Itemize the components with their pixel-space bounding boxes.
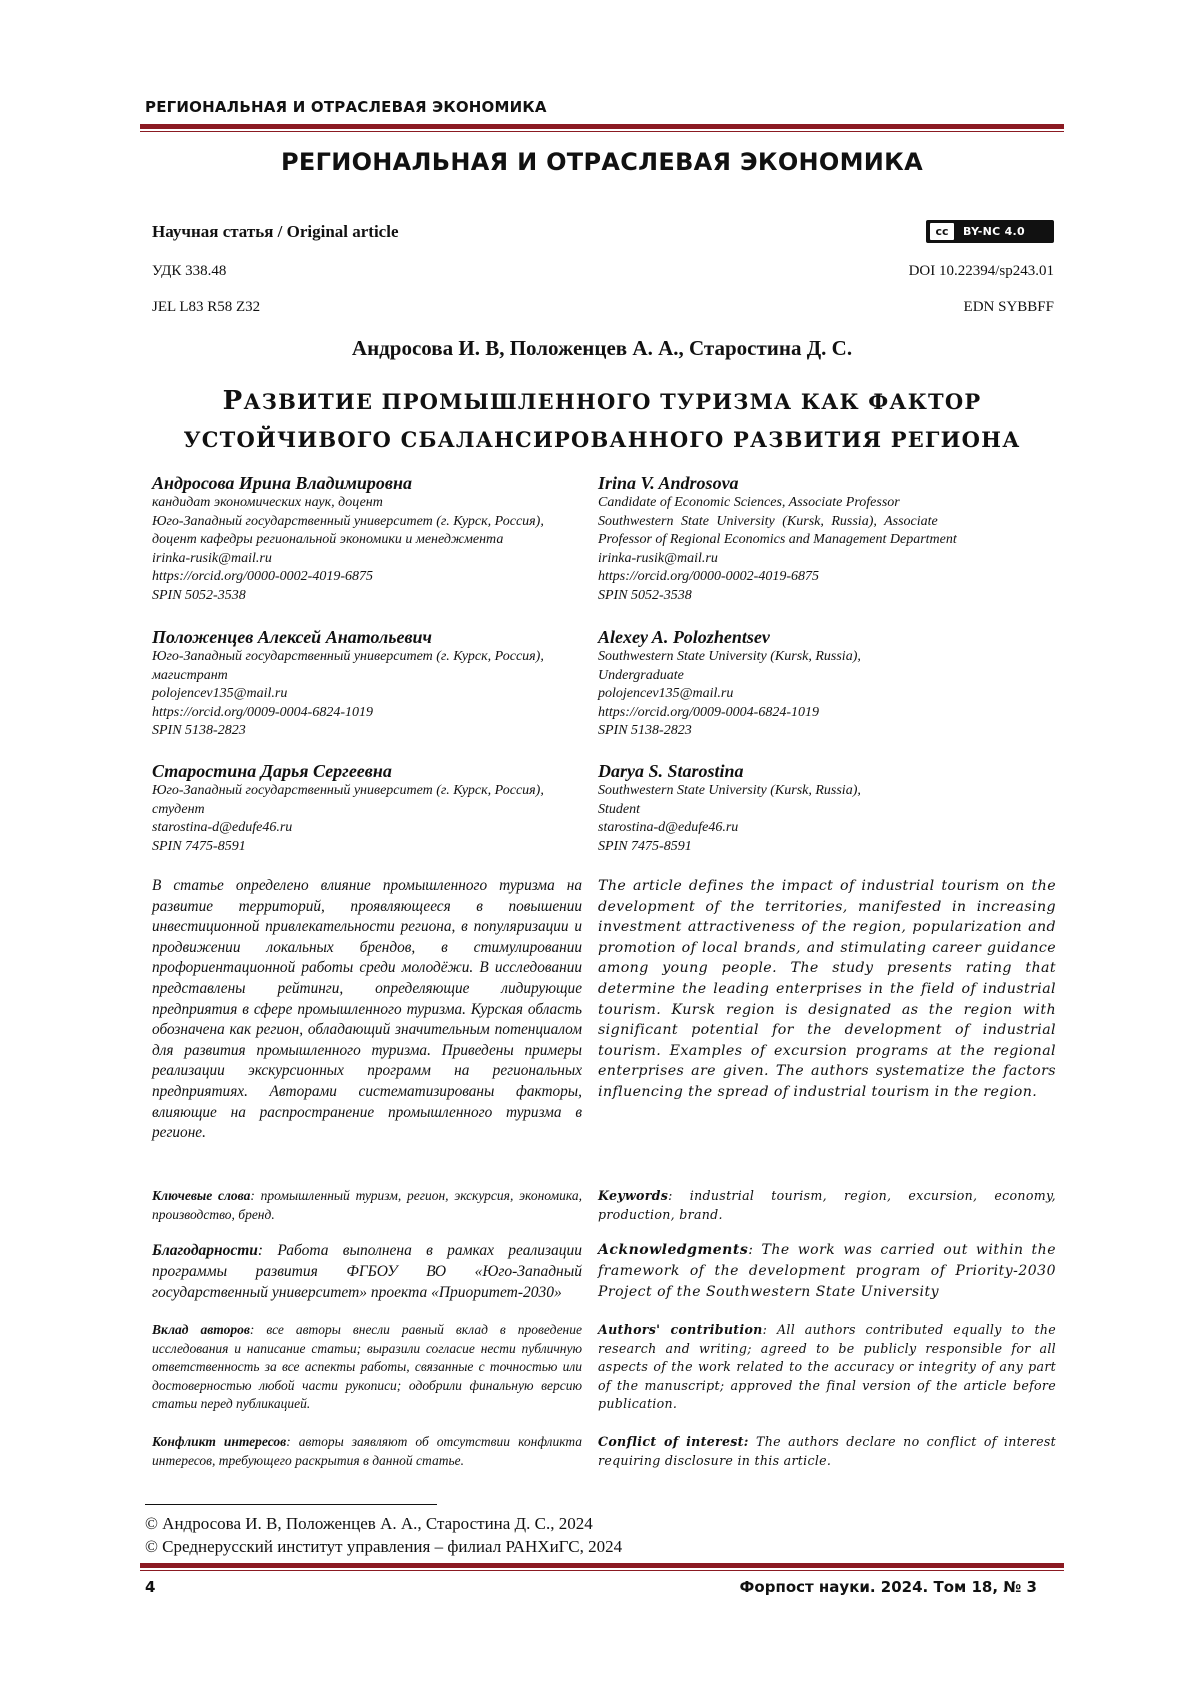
author-spin: SPIN 5052-3538: [598, 587, 1056, 606]
author-degree: Candidate of Economic Sciences, Associate Professor: [598, 494, 1056, 513]
udc: УДК 338.48: [152, 263, 226, 280]
author-name: Darya S. Starostina: [598, 760, 1056, 782]
author-ru-2: [152, 626, 582, 741]
journal-info: Форпост науки. 2024. Том 18, № 3: [740, 1578, 1037, 1596]
contribution-en: [598, 1321, 1056, 1414]
jel-codes: JEL L83 R58 Z32: [152, 299, 260, 316]
acknowledgments-en: [598, 1240, 1056, 1303]
title-initial: Р: [223, 386, 244, 416]
author-affiliation: Southwestern State University (Kursk, Russia),: [598, 782, 1056, 801]
author-email[interactable]: irinka-rusik@mail.ru: [152, 550, 582, 569]
author-en-3: [598, 760, 1056, 856]
conflict-label: Конфликт интересов: [152, 1434, 286, 1449]
keywords-en: [598, 1187, 1056, 1224]
author-position: Professor of Regional Economics and Management Department: [598, 531, 1056, 550]
author-position: Undergraduate: [598, 667, 1056, 686]
author-affiliation: Юго-Западный государственный университет (г. Курск, Россия),: [152, 648, 582, 667]
footnote-rule: [145, 1504, 437, 1505]
author-spin: SPIN 5052-3538: [152, 587, 582, 606]
author-position: Student: [598, 801, 1056, 820]
section-title: РЕГИОНАЛЬНАЯ И ОТРАСЛЕВАЯ ЭКОНОМИКА: [140, 148, 1064, 176]
author-name: Положенцев Алексей Анатольевич: [152, 626, 582, 648]
author-affiliation: Юго-Западный государственный университет (г. Курск, Россия),: [152, 782, 582, 801]
conflict-label: Conflict of interest:: [598, 1434, 749, 1449]
copyright-institute: © Среднерусский институт управления – филиал РАНХиГС, 2024: [145, 1537, 622, 1557]
author-position: магистрант: [152, 667, 582, 686]
author-orcid[interactable]: https://orcid.org/0000-0002-4019-6875: [598, 568, 1056, 587]
keywords-label: Keywords: [598, 1188, 668, 1203]
author-affiliation: Southwestern State University (Kursk, Russia),: [598, 648, 1056, 667]
contribution-label: Authors' contribution: [598, 1322, 763, 1337]
author-spin: SPIN 7475-8591: [152, 838, 582, 857]
conflict-ru: [152, 1433, 582, 1470]
license-label: BY-NC 4.0: [963, 225, 1025, 238]
abstract-ru: В статье определено влияние промышленного туризма на развитие территорий, проявляющееся в повышении инвестиционной привлекательности региона, в популяризации и продвижении локальных брендов, в стимулировании профориентационной работы среди молодёжи. В исследовании представлены рейтинги, определяющие лидирующие предприятия в сфере промышленного туризма. Курская область обозначена как регион, обладающий значительным потенциалом для развития промышленного туризма. Приведены примеры реализации экскурсионных программ на региональных предприятиях. Авторами систематизированы факторы, влияющие на распространение промышленного туризма в регионе.: [152, 876, 582, 1144]
edn: EDN SYBBFF: [964, 299, 1054, 316]
header-rule: [140, 124, 1064, 132]
author-email[interactable]: starostina-d@edufe46.ru: [152, 819, 582, 838]
author-email[interactable]: irinka-rusik@mail.ru: [598, 550, 1056, 569]
author-name: Alexey A. Polozhentsev: [598, 626, 1056, 648]
conflict-en: [598, 1433, 1056, 1470]
footer-rule: [140, 1563, 1064, 1571]
acknowledgments-text: : Работа выполнена в рамках реализации программы развития ФГБОУ ВО «Юго-Западный государственный университет» проекта «Приоритет-2030»: [152, 1242, 582, 1301]
abstract-en: The article defines the impact of industrial tourism on the development of the territories, manifested in increasing investment attractiveness of the region, popularization and promotion of local brands, and stimulating career guidance among young people. The study presents rating that determine the leading enterprises in the field of industrial tourism. Kursk region is designated as the region with significant potential for the development of industrial tourism. Examples of excursion programs at the regional enterprises are given. The authors systematize the factors influencing the spread of industrial tourism in the region.: [598, 876, 1056, 1103]
paper-title: [140, 382, 1064, 459]
author-position: студент: [152, 801, 582, 820]
copyright-authors: © Андросова И. В, Положенцев А. А., Старостина Д. С., 2024: [145, 1514, 593, 1534]
author-degree: кандидат экономических наук, доцент: [152, 494, 582, 513]
author-orcid[interactable]: https://orcid.org/0009-0004-6824-1019: [152, 704, 582, 723]
journal-page: [0, 0, 1200, 1697]
conflict-text: The authors declare no conflict of interest requiring disclosure in this article.: [598, 1434, 1056, 1468]
title-line-1: АЗВИТИЕ ПРОМЫШЛЕННОГО ТУРИЗМА КАК ФАКТОР: [243, 389, 981, 414]
conflict-text: : авторы заявляют об отсутствии конфликта интересов, требующего раскрытия в данной статье.: [152, 1434, 582, 1468]
keywords-ru: [152, 1187, 582, 1224]
author-orcid[interactable]: https://orcid.org/0000-0002-4019-6875: [152, 568, 582, 587]
running-head: РЕГИОНАЛЬНАЯ И ОТРАСЛЕВАЯ ЭКОНОМИКА: [145, 98, 547, 116]
author-affiliation: Southwestern State University (Kursk, Russia), Associate: [598, 513, 1056, 532]
author-orcid[interactable]: https://orcid.org/0009-0004-6824-1019: [598, 704, 1056, 723]
author-ru-1: [152, 472, 582, 605]
license-badge[interactable]: [926, 220, 1054, 243]
author-spin: SPIN 7475-8591: [598, 838, 1056, 857]
author-name: Irina V. Androsova: [598, 472, 1056, 494]
author-spin: SPIN 5138-2823: [152, 722, 582, 741]
cc-icon: cc: [929, 222, 955, 241]
author-position: доцент кафедры региональной экономики и менеджмента: [152, 531, 582, 550]
doi[interactable]: DOI 10.22394/sp243.01: [909, 263, 1054, 280]
author-en-2: [598, 626, 1056, 741]
author-name: Андросова Ирина Владимировна: [152, 472, 582, 494]
author-email[interactable]: starostina-d@edufe46.ru: [598, 819, 1056, 838]
keywords-text: : промышленный туризм, регион, экскурсия, экономика, производство, бренд.: [152, 1188, 582, 1222]
acknowledgments-text: : The work was carried out within the framework of the development program of Priority-2030 Project of the Southwestern State University: [598, 1242, 1056, 1300]
contribution-label: Вклад авторов: [152, 1322, 250, 1337]
author-spin: SPIN 5138-2823: [598, 722, 1056, 741]
keywords-text: : industrial tourism, region, excursion, economy, production, brand.: [598, 1188, 1056, 1222]
title-line-2: УСТОЙЧИВОГО СБАЛАНСИРОВАННОГО РАЗВИТИЯ РЕГИОНА: [140, 421, 1064, 459]
author-affiliation: Юго-Западный государственный университет (г. Курск, Россия),: [152, 513, 582, 532]
article-type: Научная статья / Original article: [152, 222, 399, 242]
acknowledgments-label: Благодарности: [152, 1242, 258, 1259]
page-number: 4: [145, 1578, 155, 1596]
author-email[interactable]: polojencev135@mail.ru: [598, 685, 1056, 704]
authors-line: Андросова И. В, Положенцев А. А., Старостина Д. С.: [140, 336, 1064, 361]
acknowledgments-ru: [152, 1240, 582, 1303]
keywords-label: Ключевые слова: [152, 1188, 250, 1203]
contribution-ru: [152, 1321, 582, 1414]
author-ru-3: [152, 760, 582, 856]
author-name: Старостина Дарья Сергеевна: [152, 760, 582, 782]
acknowledgments-label: Acknowledgments: [598, 1242, 748, 1258]
contribution-text: : All authors contributed equally to the research and writing; agreed to be publicly responsible for all aspects of the work related to the accuracy or integrity of any part of the manuscript; approved the final version of the article before publication.: [598, 1322, 1056, 1411]
author-en-1: [598, 472, 1056, 605]
contribution-text: : все авторы внесли равный вклад в проведение исследования и написание статьи; выразили согласие нести публичную ответственность за все аспекты работы, связанные с точностью или достоверностью любой части рукописи; одобрили финальную версию статьи перед публикацией.: [152, 1322, 582, 1411]
author-email[interactable]: polojencev135@mail.ru: [152, 685, 582, 704]
